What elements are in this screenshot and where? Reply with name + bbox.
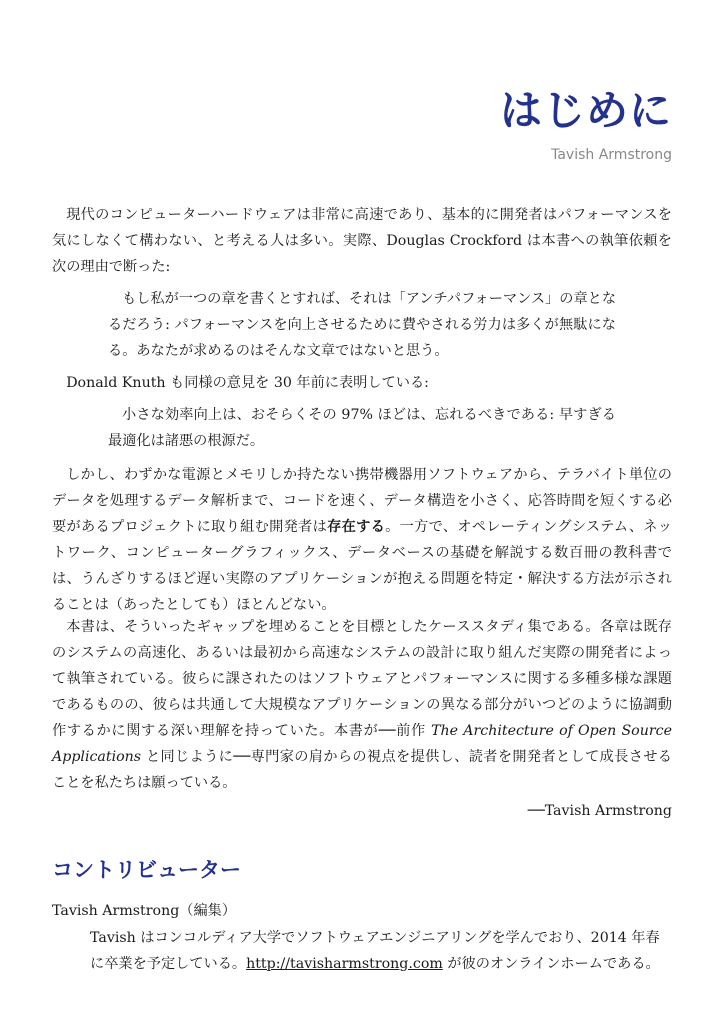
intro-paragraph-2: Donald Knuth も同様の意見を 30 年前に表明している:	[66, 375, 429, 391]
p3-emphasis: 存在する	[327, 519, 386, 535]
book-title: The Architecture of Open Source Applications	[52, 723, 672, 765]
p4-text-a: 本書は、そういったギャップを埋めることを目標としたケーススタディ集である。各章は既存のシステムの高速化、あるいは最初から高速なシステムの設計に取り組んだ実際の開発者によって執筆されている。彼らに課されたのはソフトウェアとパフォーマンスに関する多種多様な課題であるものの、彼らは共通して大規模なアプリケーションの異なる部分がいつどのように協調動作するかに関する深い理解を持っていた。本書が──前作	[52, 619, 672, 739]
contributor-name: Tavish Armstrong（編集）	[52, 903, 237, 919]
contributors-heading: コントリビューター	[52, 858, 241, 882]
knuth-quote	[108, 402, 616, 454]
knuth-quote-text: 小さな効率向上は、おそらくその 97% ほどは、忘れるべきである: 早すぎる最適化は諸悪の根源だ。	[108, 407, 616, 449]
bio-text-a: Tavish はコンコルディア大学でソフトウェアエンジニアリングを学んでおり、2014 年春に卒業を予定している。	[90, 930, 660, 972]
p3-text-a: しかし、わずかな電源とメモリしか持たない携帯機器用ソフトウェアから、テラバイト単位のデータを処理するデータ解析まで、コードを速く、データ構造を小さく、応答時間を短くする必要があるプロジェクトに取り組む開発者は	[52, 467, 672, 535]
intro-paragraph-1: 現代のコンピューターハードウェアは非常に高速であり、基本的に開発者はパフォーマンスを気にしなくて構わない、と考える人は多い。実際、Douglas Crockford は本書への執筆依頼を次の理由で断った:	[52, 207, 672, 275]
homepage-link[interactable]: http://tavisharmstrong.com	[246, 956, 443, 972]
signature: ──Tavish Armstrong	[527, 803, 672, 819]
author-name: Tavish Armstrong	[551, 147, 672, 163]
p3-text-b: 。一方で、オペレーティングシステム、ネットワーク、コンピューターグラフィックス、データベースの基礎を解説する数百冊の教科書では、うんざりするほど遅い実際のアプリケーションが抱える問題を特定・解決する方法が示されることは（あったとしても）ほとんどない。	[52, 519, 672, 613]
crockford-quote-text: もし私が一つの章を書くとすれば、それは「アンチパフォーマンス」の章となるだろう: パフォーマンスを向上させるために費やされる労力は多くが無駄になる。あなたが求めるのはそんな文章ではないと思う。	[108, 291, 617, 359]
intro-paragraph-3	[52, 462, 672, 618]
bio-text-b: が彼のオンラインホームである。	[442, 956, 660, 972]
page-title: はじめに	[499, 86, 672, 135]
intro-paragraph-4	[52, 614, 672, 796]
contributor-bio	[90, 925, 672, 977]
p4-text-b: と同じように──専門家の肩からの視点を提供し、読者を開発者として成長させることを私たちは願っている。	[52, 749, 672, 791]
crockford-quote	[108, 286, 616, 364]
